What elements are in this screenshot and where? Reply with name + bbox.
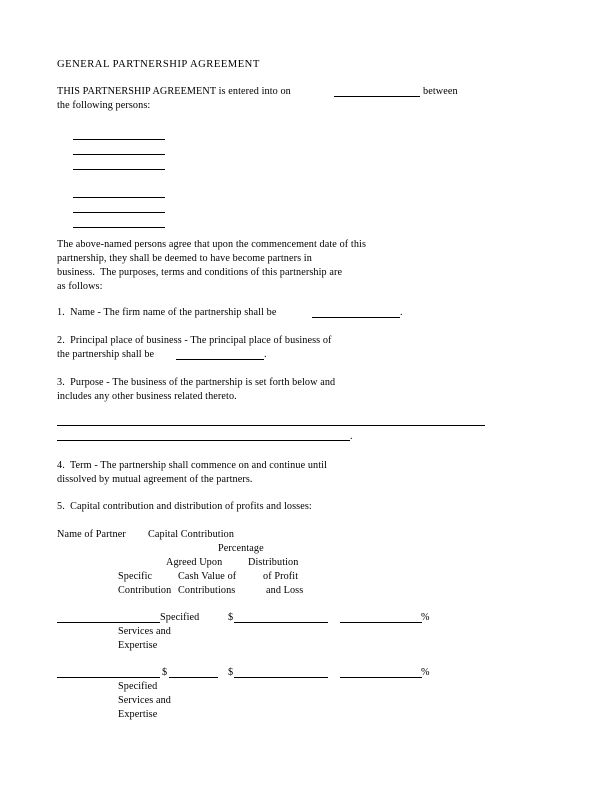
clause-2-place-blank[interactable] [176,359,264,360]
row-2-specific-contribution-line-3: Expertise [118,709,158,720]
intro-line-1-before: THIS PARTNERSHIP AGREEMENT is entered into on [57,86,291,97]
clause-4-line-1: 4. Term - The partnership shall commence on and continue until [57,460,328,471]
intro-line-2: the following persons: [57,100,151,111]
row-1-percent-symbol: % [421,612,430,623]
partner-name-blank-4[interactable] [73,197,165,198]
row-2-agreed-upon-currency-symbol: $ [162,667,168,678]
table-header-percentage: Percentage [218,543,264,554]
row-1-cash-value-blank[interactable] [234,622,328,623]
row-2-specific-contribution-line-2: Services and [118,695,171,706]
table-header-contribution: Contribution [118,585,172,596]
recital-line-2: partnership, they shall be deemed to have become partners in [57,253,312,264]
table-header-cash-value-of: Cash Value of [178,571,237,582]
recital-line-3: business. The purposes, terms and conditions of this partnership are [57,267,343,278]
row-1-specific-contribution-line-1: Specified [160,612,200,623]
row-2-percentage-blank[interactable] [340,677,422,678]
table-header-specific: Specific [118,571,153,582]
row-2-percent-symbol: % [421,667,430,678]
row-2-cash-value-blank[interactable] [234,677,328,678]
table-header-capital-contribution: Capital Contribution [148,529,235,540]
clause-1-period: . [400,307,403,318]
row-1-cash-value-currency-symbol: $ [228,612,234,623]
purpose-period: . [350,431,353,442]
document-title: GENERAL PARTNERSHIP AGREEMENT [57,59,260,70]
recital-line-4: as follows: [57,281,103,292]
clause-4-line-2: dissolved by mutual agreement of the partners. [57,474,253,485]
clause-2-period: . [264,349,267,360]
clause-2-line-2-before: the partnership shall be [57,349,155,360]
clause-5-heading: 5. Capital contribution and distribution of profits and losses: [57,501,312,512]
row-1-percentage-blank[interactable] [340,622,422,623]
clause-3-line-1: 3. Purpose - The business of the partnership is set forth below and [57,377,336,388]
partner-name-blank-1[interactable] [73,139,165,140]
row-2-agreed-upon-blank[interactable] [169,677,218,678]
row-1-specific-contribution-line-2: Services and [118,626,171,637]
partner-name-blank-6[interactable] [73,227,165,228]
table-header-and-loss: and Loss [266,585,304,596]
row-1-partner-name-blank[interactable] [57,622,160,623]
purpose-blank-line-2[interactable] [57,440,350,441]
table-header-contributions: Contributions [178,585,236,596]
row-2-cash-value-currency-symbol: $ [228,667,234,678]
purpose-blank-line-1[interactable] [57,425,485,426]
clause-2-line-1: 2. Principal place of business - The principal place of business of [57,335,332,346]
row-2-specific-contribution-line-1: Specified [118,681,158,692]
intro-date-blank[interactable] [334,96,420,97]
table-header-distribution: Distribution [248,557,299,568]
clause-1-firm-name-blank[interactable] [312,317,400,318]
partner-name-blank-5[interactable] [73,212,165,213]
clause-3-line-2: includes any other business related thereto. [57,391,237,402]
row-1-specific-contribution-line-3: Expertise [118,640,158,651]
intro-line-1-after: between [423,86,458,97]
recital-line-1: The above-named persons agree that upon the commencement date of this [57,239,367,250]
clause-1-text: 1. Name - The firm name of the partnership shall be [57,307,277,318]
table-header-name-of-partner: Name of Partner [57,529,126,540]
table-header-of-profit: of Profit [263,571,299,582]
table-header-agreed-upon: Agreed Upon [166,557,223,568]
partner-name-blank-2[interactable] [73,154,165,155]
row-2-partner-name-blank[interactable] [57,677,160,678]
partner-name-blank-3[interactable] [73,169,165,170]
